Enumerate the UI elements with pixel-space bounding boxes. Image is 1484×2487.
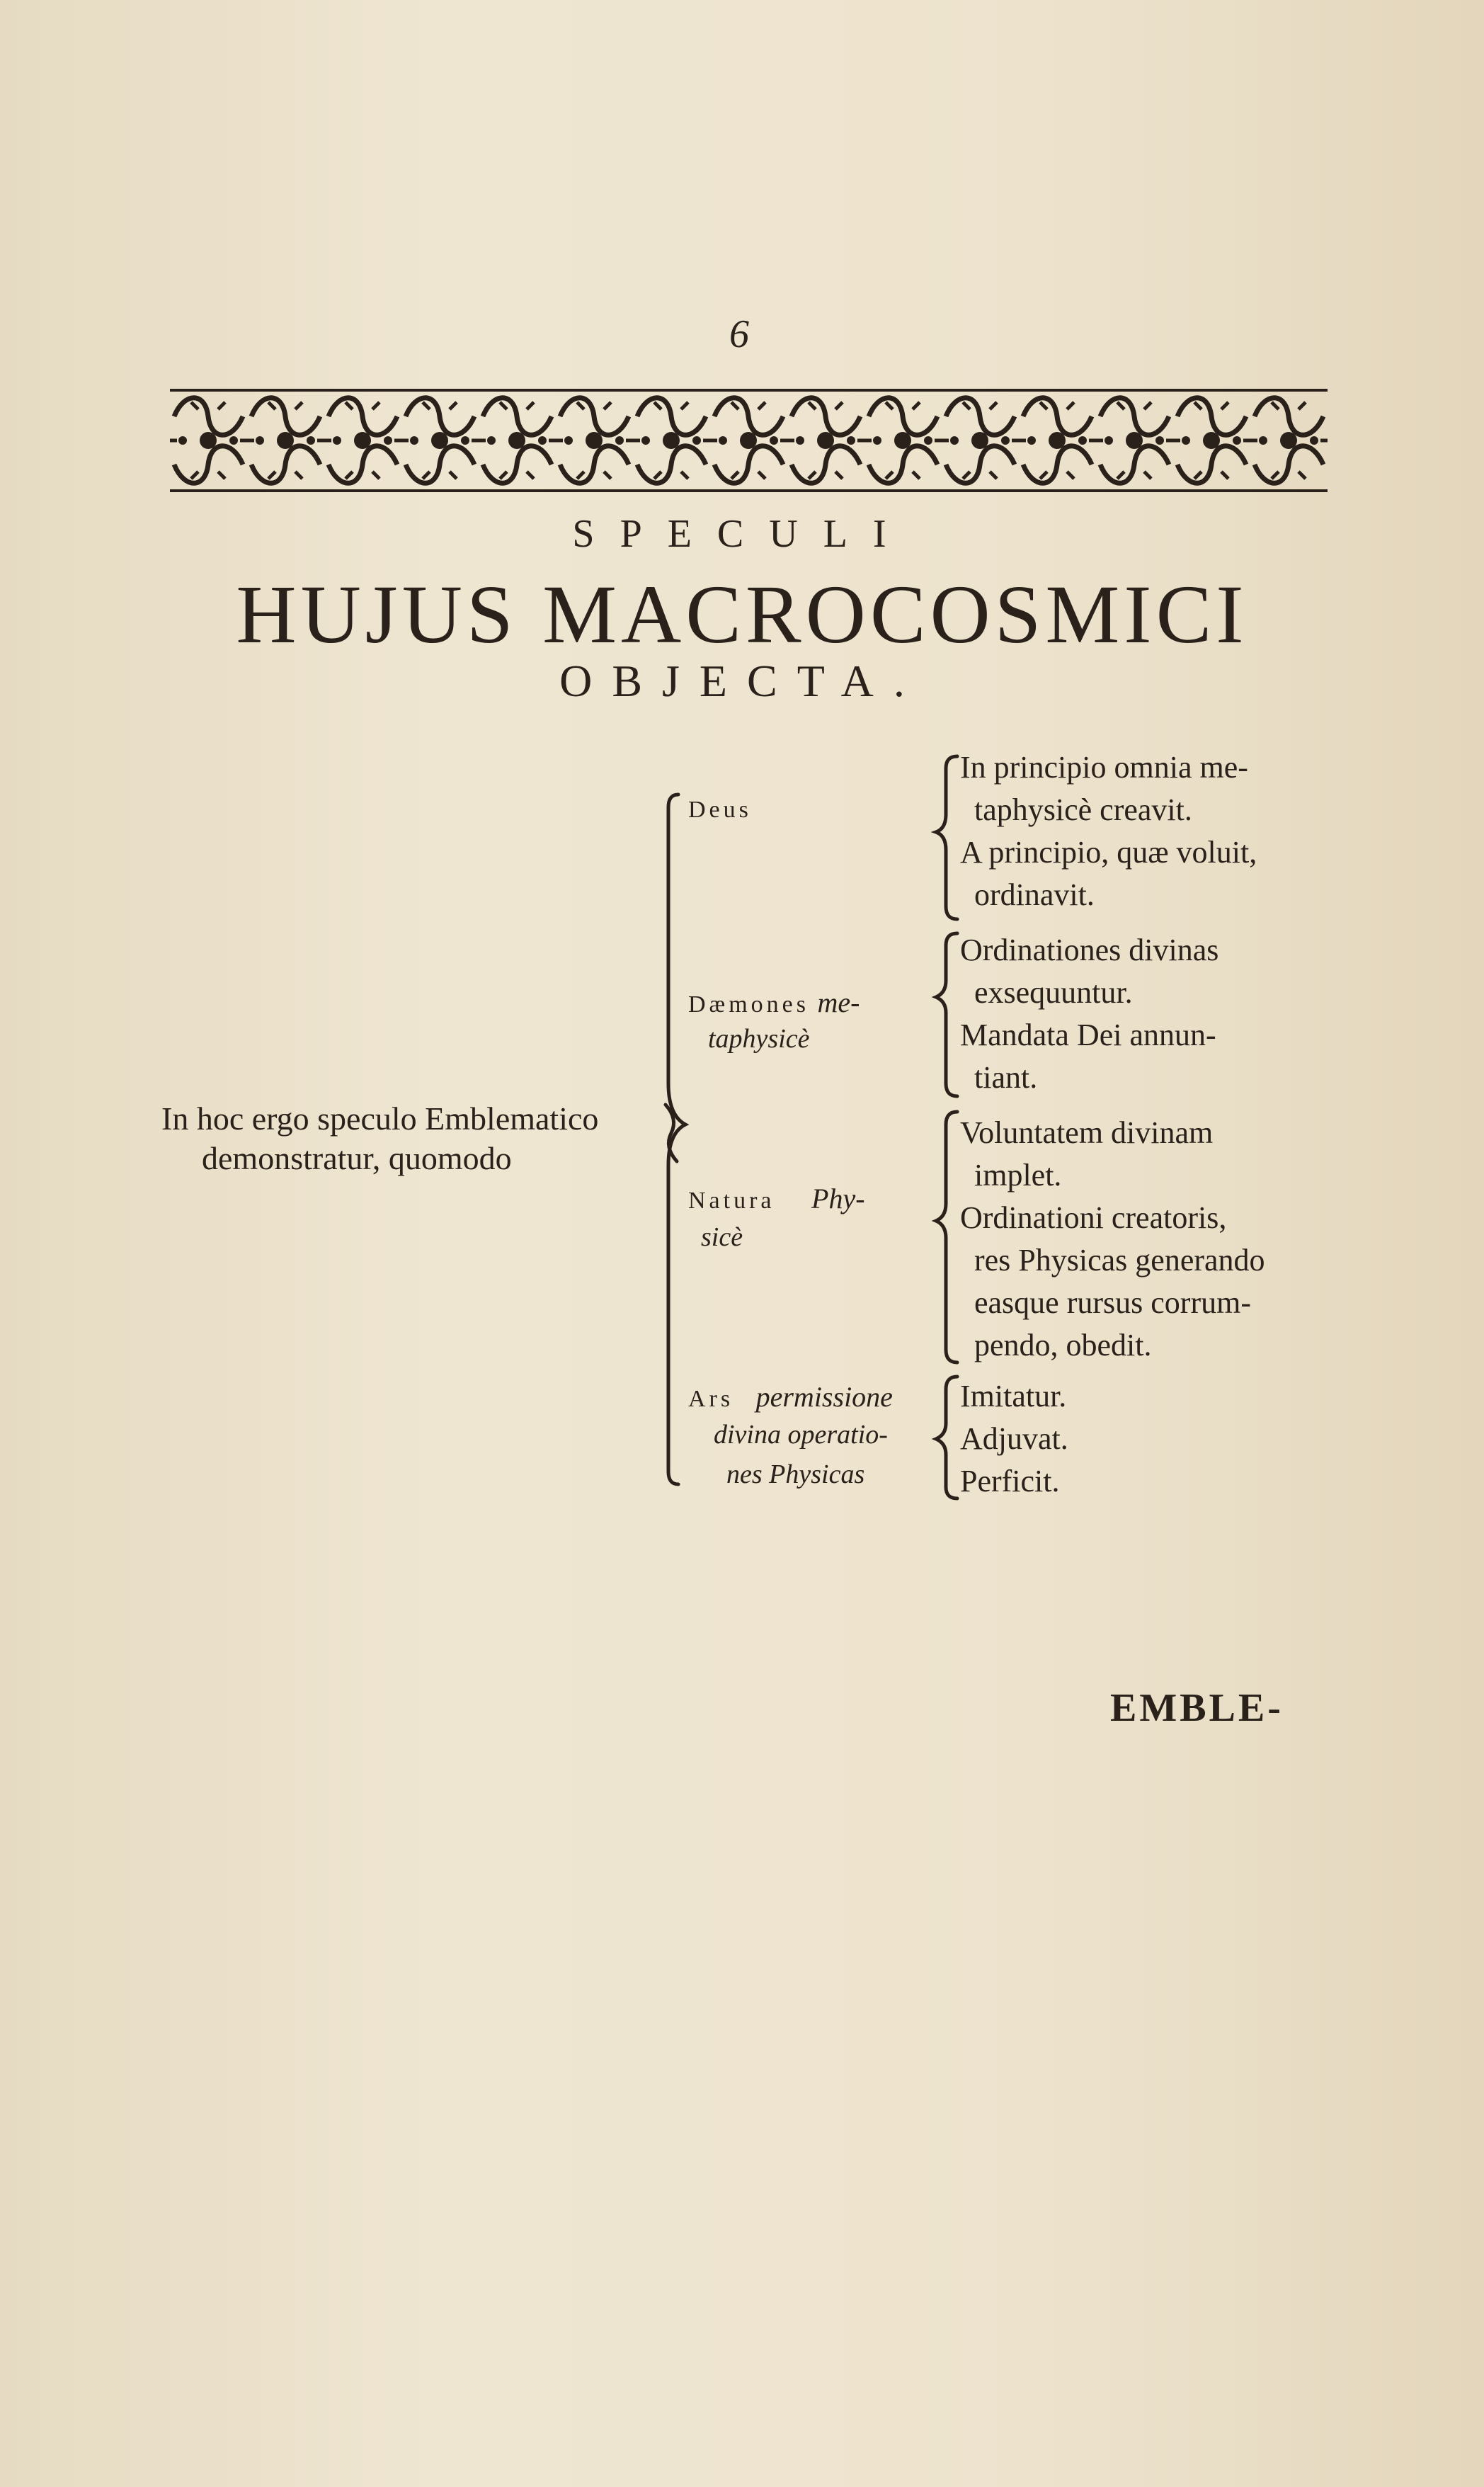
text-natura-line: res Physicas generando: [974, 1243, 1265, 1277]
text-ars-line: Imitatur.: [960, 1379, 1067, 1413]
text-deus-line: taphysicè creavit.: [974, 792, 1192, 827]
head-daemones: [688, 982, 860, 1020]
title-line-1: SPECULI: [572, 512, 912, 556]
title-line-2: HUJUS MACROCOSMICI: [236, 568, 1248, 661]
brace-ars: [936, 1377, 957, 1498]
text-deus-line: ordinavit.: [974, 877, 1095, 912]
brace-natura: [936, 1112, 957, 1362]
title-line-3: OBJECTA.: [559, 656, 925, 706]
head-deus: [688, 787, 752, 825]
head-natura-suffix: Phy-: [811, 1183, 865, 1214]
text-natura: [960, 1112, 1265, 1367]
text-natura-line: implet.: [974, 1158, 1062, 1193]
text-ars-line: Adjuvat.: [960, 1421, 1068, 1456]
head-deus-label: Deus: [688, 797, 752, 823]
head-ars-line2: divina operatio-: [714, 1420, 888, 1450]
intro-line-2: demonstratur, quomodo: [202, 1140, 512, 1176]
head-ars: [688, 1377, 893, 1414]
text-deus-line: A principio, quæ voluit,: [960, 835, 1257, 870]
text-natura-line: Ordinationi creatoris,: [960, 1200, 1227, 1235]
page-number: 6: [729, 312, 749, 356]
text-daemones-line: Ordinationes divinas: [960, 933, 1219, 967]
head-daemones-label: Dæmones: [688, 991, 809, 1018]
main-bracket: [668, 795, 685, 1484]
text-natura-line: pendo, obedit.: [974, 1328, 1152, 1362]
head-natura-label: Natura: [688, 1188, 775, 1214]
head-natura-line2: sicè: [701, 1222, 743, 1252]
brace-daemones: [936, 933, 957, 1096]
text-natura-line: easque rursus corrum-: [974, 1285, 1251, 1320]
text-ars-line: Perficit.: [960, 1464, 1060, 1498]
head-ars-line3: nes Physicas: [726, 1459, 865, 1489]
catchword: EMBLE-: [1110, 1686, 1284, 1730]
text-daemones: [960, 929, 1218, 1099]
text-daemones-line: exsequuntur.: [974, 975, 1133, 1010]
intro-line-1: In hoc ergo speculo Emblematico: [161, 1100, 599, 1137]
brace-deus: [936, 756, 957, 919]
head-ars-label: Ars: [688, 1386, 734, 1412]
text-daemones-line: tiant.: [974, 1060, 1038, 1095]
head-natura: [688, 1178, 865, 1216]
head-ars-suffix: permissione: [755, 1381, 893, 1413]
text-daemones-line: Mandata Dei annun-: [960, 1018, 1216, 1052]
text-deus-line: In principio omnia me-: [960, 750, 1248, 785]
text-natura-line: Voluntatem divinam: [960, 1115, 1214, 1150]
head-daemones-line2: taphysicè: [708, 1024, 810, 1054]
head-daemones-suffix: me-: [817, 986, 860, 1018]
text-deus: [960, 746, 1257, 916]
text-ars: [960, 1375, 1068, 1503]
